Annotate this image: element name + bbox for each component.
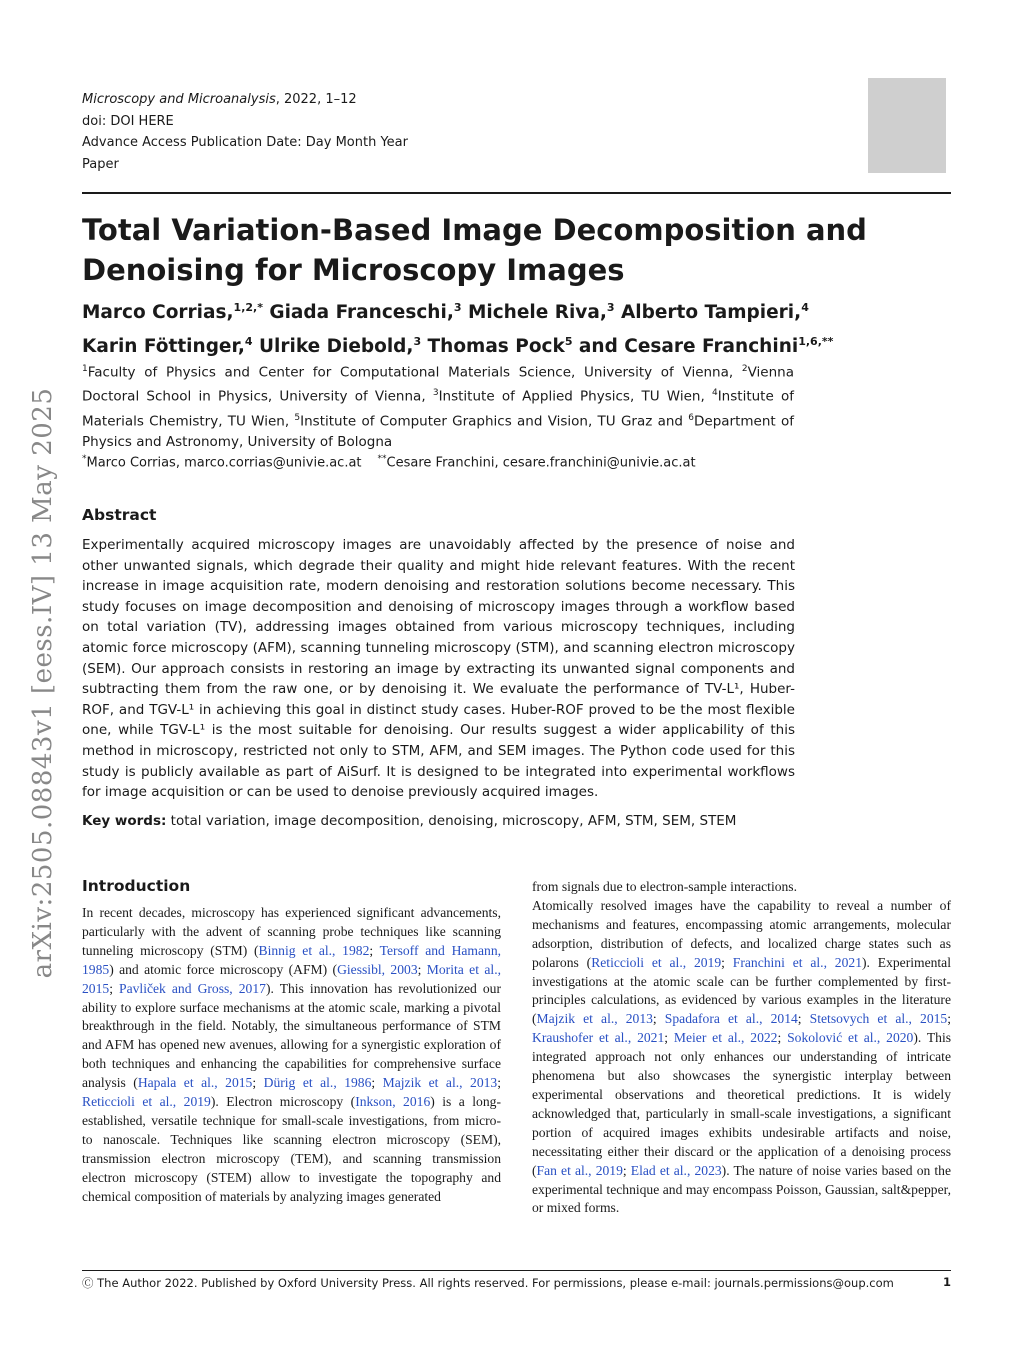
citation-link[interactable]: Majzik et al., 2013 (536, 1011, 653, 1027)
journal-volume: , 2022, 1–12 (275, 92, 357, 107)
citation-link[interactable]: Fan et al., 2019 (536, 1162, 623, 1178)
keywords-text: total variation, image decomposition, denoising, microscopy, AFM, STM, SEM, STEM (166, 813, 737, 829)
corr-author-2: Cesare Franchini, cesare.franchini@univie.ac.at (386, 455, 696, 471)
right-column-paragraph (532, 897, 951, 1218)
arxiv-identifier: arXiv:2505.08843v1 [eess.IV] 13 May 2025 (28, 387, 58, 979)
paragraph-text: ; (777, 1030, 788, 1046)
paragraph-text: ) and atomic force microscopy (AFM) ( (109, 961, 338, 977)
affiliations (82, 359, 794, 453)
affiliation-number: 4 (711, 388, 718, 399)
corr-author-1: Marco Corrias, marco.corrias@univie.ac.at (86, 455, 362, 471)
citation-link[interactable]: Stetsovych et al., 2015 (809, 1011, 948, 1027)
footer (82, 1275, 951, 1291)
paragraph-text: ) is a long-established, versatile technique for small-scale investigations, from micro- to nanoscale. Techniques like scanning electron microscopy (SEM), transmission electron microscopy (TEM), and scanning transmission electron microscopy (STEM) allow to investigate the topography and chemical composition of materials by analyzing images generated (82, 1094, 501, 1204)
affiliation-number: 5 (294, 412, 301, 423)
paragraph-text: ; (664, 1030, 674, 1046)
paragraph-text: ; (652, 1011, 665, 1027)
journal-cover-placeholder (868, 78, 946, 173)
citation-link[interactable]: Elad et al., 2023 (630, 1162, 722, 1178)
paragraph-text: ). The nature of noise varies based on the experimental technique and may encompass Poisson, Gaussian, salt&pepper, or mixed forms. (532, 1162, 952, 1216)
paragraph-text: ; (797, 1011, 810, 1027)
paragraph-text: ; (721, 954, 733, 970)
citation-link[interactable]: Majzik et al., 2013 (382, 1075, 498, 1091)
arxiv-sidebar (14, 368, 72, 998)
paragraph-text: ; (252, 1075, 264, 1091)
affiliation-number: 6 (688, 412, 695, 423)
affiliation-text: Institute of Materials Chemistry, TU Wien, (82, 388, 794, 430)
author-affiliation-mark: 1,2,* (233, 301, 263, 314)
paragraph-text: ; (497, 1075, 501, 1091)
author-name: Ulrike Diebold, (252, 336, 414, 358)
author-affiliation-mark: 5 (564, 335, 573, 349)
paragraph-text: ; (417, 961, 427, 977)
corr-mark-2: ** (377, 454, 387, 464)
citation-link[interactable]: Reticcioli et al., 2019 (591, 954, 722, 970)
paragraph-text: ; (371, 1075, 383, 1091)
author-name: Giada Franceschi, (262, 302, 454, 324)
paragraph-text: ). This innovation has revolutionized our ability to explore surface mechanisms at the atomic scale, marking a pivotal breakthrough in the field. Notably, the simultaneous performance of STM and AFM has opened new avenues, allowing for a synergistic exploration of both techniques and enhancing the capabilities for comprehensive surface analysis ( (82, 980, 501, 1091)
citation-link[interactable]: Meier et al., 2022 (673, 1030, 778, 1046)
affiliation-text: Vienna Doctoral School in Physics, University of Vienna, (82, 364, 794, 405)
abstract-heading: Abstract (82, 506, 157, 524)
author-name: Michele Riva, (461, 302, 607, 324)
paragraph-text: ; (109, 980, 120, 996)
citation-link[interactable]: Pavliček and Gross, 2017 (119, 980, 266, 996)
journal-header (82, 89, 408, 175)
affiliation-number: 3 (432, 388, 439, 399)
keywords-label: Key words: (82, 813, 167, 829)
author-conjunction: and (572, 336, 618, 358)
paragraph-text: In recent decades, microscopy has experienced significant advancements, particularly with the advent of scanning probe techniques like scanning tunneling microscopy (STM) ( (82, 905, 501, 958)
citation-link[interactable]: Tersoff and Hamann, 1985 (82, 942, 502, 977)
paper-type: Paper (82, 156, 119, 172)
citation-link[interactable]: Reticcioli et al., 2019 (82, 1094, 211, 1110)
citation-link[interactable]: Binnig et al., 1982 (258, 942, 370, 958)
journal-name: Microscopy and Microanalysis (82, 92, 276, 107)
author-affiliation-mark: 4 (244, 335, 253, 349)
author-name: Karin Föttinger, (82, 336, 245, 358)
paragraph-text: ). Experimental investigations at the atomic scale can be further complemented by first-principles calculations, as evidenced by various examples in the literature ( (532, 954, 951, 1027)
author-affiliation-mark: 1,6,** (798, 335, 834, 349)
page-number: 1 (942, 1275, 951, 1289)
citation-link[interactable]: Morita et al., 2015 (82, 961, 501, 996)
access-line: Advance Access Publication Date: Day Month Year (82, 135, 408, 150)
author-affiliation-mark: 4 (801, 301, 809, 314)
introduction-right-column (532, 878, 951, 1218)
doi-line: doi: DOI HERE (82, 113, 174, 129)
correspondence (82, 454, 822, 470)
citation-link[interactable]: Hapala et al., 2015 (137, 1075, 253, 1091)
affiliation-text: Institute of Applied Physics, TU Wien, (438, 388, 712, 405)
citation-link[interactable]: Kraushofer et al., 2021 (532, 1030, 665, 1046)
citation-link[interactable]: Inkson, 2016 (355, 1094, 431, 1110)
corr-mark-1: * (82, 454, 87, 464)
citation-link[interactable]: Sokolović et al., 2020 (787, 1030, 914, 1046)
author-name: Marco Corrias, (82, 302, 234, 324)
affiliation-text: Faculty of Physics and Center for Computational Materials Science, University of Vienna, (87, 364, 742, 381)
citation-link[interactable]: Spadafora et al., 2014 (664, 1011, 798, 1027)
affiliation-text: Department of Physics and Astronomy, University of Bologna (82, 413, 794, 450)
author-name: Thomas Pock (421, 336, 565, 358)
right-column-continuation: from signals due to electron-sample interactions. (532, 879, 797, 894)
keywords (82, 813, 795, 829)
author-affiliation-mark: 3 (606, 301, 615, 314)
affiliation-number: 2 (741, 364, 748, 374)
header-rule (82, 192, 951, 194)
citation-link[interactable]: Dürig et al., 1986 (263, 1075, 372, 1091)
affiliation-text: Institute of Computer Graphics and Vision, TU Graz and (300, 413, 689, 430)
affiliation-number: 1 (82, 364, 88, 374)
paragraph-text: ; (622, 1162, 631, 1178)
paragraph-text: ; (947, 1011, 951, 1027)
introduction-left-column (82, 904, 501, 1207)
author-name: Cesare Franchini (617, 336, 799, 358)
footer-rule (82, 1270, 951, 1271)
paragraph-text: ). This integrated approach not only enhances our understanding of intricate phenomena but also showcases the synergistic interplay between experimental observations and theoretical predictions. It is widely acknowledged that, particularly in small-scale investigations, a significant portion of acquired images exhibits undesirable artifacts and noise, necessitating either their discard or the application of a denoising process ( (532, 1030, 952, 1178)
citation-link[interactable]: Franchini et al., 2021 (732, 954, 862, 970)
paragraph-text: ; (369, 942, 380, 958)
paragraph-text: Atomically resolved images have the capability to reveal a number of mechanisms and features, encompassing atomic arrangements, molecular adsorption, distribution of defects, and localized charge states such as polarons ( (532, 897, 951, 970)
paper-title: Total Variation-Based Image Decomposition and Denoising for Microscopy Images (82, 213, 867, 287)
copyright-notice: Ⓒ The Author 2022. Published by Oxford University Press. All rights reserved. For permissions, please e-mail: journals.permissions@oup.com (82, 1276, 894, 1290)
author-name: Alberto Tampieri, (614, 302, 802, 324)
author-affiliation-mark: 3 (413, 335, 422, 349)
abstract-text: Experimentally acquired microscopy images are unavoidably affected by the presence of noise and other unwanted signals, which degrade their quality and might hide relevant features. With the recent increase in image acquisition rate, modern denoising and restoration solutions become necessary. This study focuses on image decomposition and denoising of microscopy images through a workflow based on total variation (TV), addressing images obtained from various microscopy techniques, including atomic force microscopy (AFM), scanning tunneling microscopy (STM), and scanning electron microscopy (SEM). Our approach consists in restoring an image by extracting its unwanted signal components and subtracting them from the raw one, or by denoising it. We evaluate the performance of TV-L¹, Huber-ROF, and TGV-L¹ in achieving this goal in distinct study cases. Huber-ROF proved to be the most flexible one, while TGV-L¹ is the most suitable for denoising. Our results suggest a wider applicability of this method in microscopy, restricted not only to STM, AFM, and SEM images. The Python code used for this study is publicly available as part of AiSurf. It is designed to be integrated into experimental workflows for image acquisition or can be used to denoise previously acquired images. (82, 537, 795, 801)
introduction-heading: Introduction (82, 877, 191, 895)
author-list (82, 293, 902, 361)
journal-line (82, 89, 408, 111)
citation-link[interactable]: Giessibl, 2003 (337, 961, 418, 977)
paragraph-text: ). Electron microscopy ( (210, 1094, 356, 1110)
author-affiliation-mark: 3 (453, 301, 462, 314)
